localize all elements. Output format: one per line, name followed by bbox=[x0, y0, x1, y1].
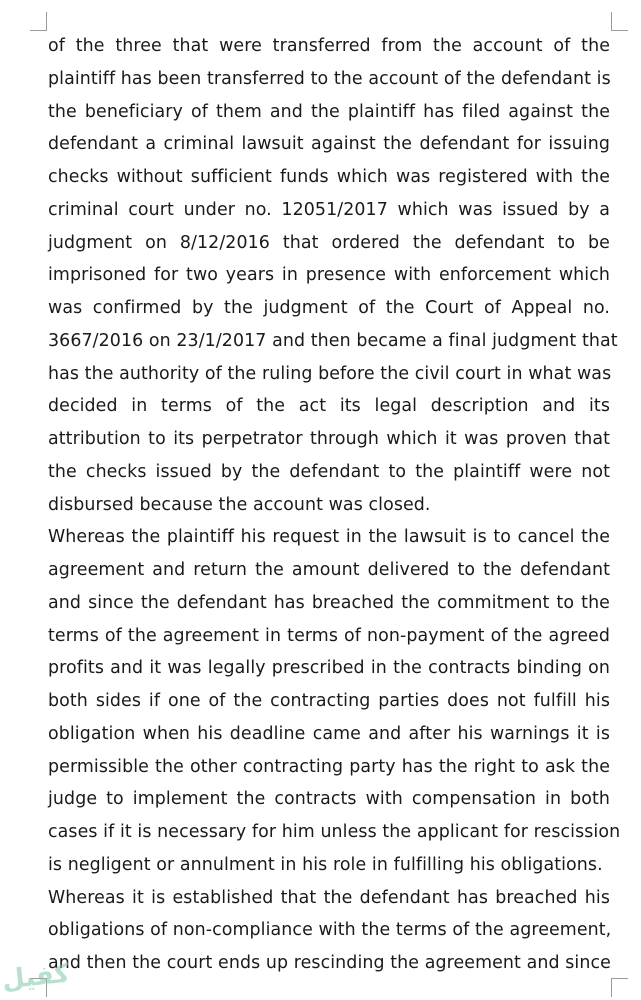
text-line: decided in terms of the act its legal description and its bbox=[48, 396, 610, 417]
text-line: has the authority of the ruling before the civil court in what was bbox=[48, 363, 612, 384]
margin-corner-top-right bbox=[611, 12, 628, 31]
text-line: plaintiff has been transferred to the account of the defendant is bbox=[48, 68, 611, 89]
text-line: checks without sufficient funds which was registered with the bbox=[48, 167, 610, 187]
text-line: the beneficiary of them and the plaintiff has filed against the bbox=[48, 101, 610, 122]
text-line: and then the court ends up rescinding the agreement and since bbox=[48, 953, 611, 973]
text-line: imprisoned for two years in presence with enforcement which bbox=[48, 265, 610, 286]
text-line: criminal court under no. 12051/2017 which was issued by a bbox=[48, 199, 610, 220]
watermark-logo: كفيل bbox=[0, 958, 72, 996]
text-line: of the three that were transferred from the account of the bbox=[48, 36, 610, 56]
text-line: the checks issued by the defendant to the plaintiff were not bbox=[48, 461, 610, 482]
text-line: and since the defendant has breached the commitment to the bbox=[48, 592, 610, 613]
text-line: disbursed because the account was closed. bbox=[48, 494, 431, 515]
text-line: judgment on 8/12/2016 that ordered the defendant to be bbox=[48, 232, 610, 253]
text-line: cases if it is necessary for him unless the applicant for rescission bbox=[48, 822, 621, 842]
text-line: profits and it was legally prescribed in the contracts binding on bbox=[48, 658, 610, 679]
text-line: 3667/2016 on 23/1/2017 and then became a final judgment that bbox=[48, 330, 618, 351]
margin-corner-top-left bbox=[30, 12, 47, 31]
text-line: Whereas the plaintiff his request in the lawsuit is to cancel the bbox=[48, 527, 610, 548]
text-line: judge to implement the contracts with compensation in both bbox=[48, 789, 610, 810]
text-line: is negligent or annulment in his role in fulfilling his obligations. bbox=[48, 854, 603, 875]
text-line: permissible the other contracting party has the right to ask the bbox=[48, 756, 610, 777]
text-line: terms of the agreement in terms of non-payment of the agreed bbox=[48, 625, 610, 646]
text-line: obligations of non-compliance with the terms of the agreement, bbox=[48, 920, 612, 941]
text-line: Whereas it is established that the defendant has breached his bbox=[48, 887, 610, 908]
text-line: defendant a criminal lawsuit against the defendant for issuing bbox=[48, 134, 610, 155]
text-line: agreement and return the amount delivered to the defendant bbox=[48, 560, 610, 580]
margin-corner-bottom-right bbox=[611, 978, 628, 997]
text-line: was confirmed by the judgment of the Court of Appeal no. bbox=[48, 298, 610, 318]
text-line: attribution to its perpetrator through which it was proven that bbox=[48, 429, 610, 449]
text-line: obligation when his deadline came and after his warnings it is bbox=[48, 723, 610, 744]
document-body-text bbox=[48, 30, 621, 980]
text-line: both sides if one of the contracting parties does not fulfill his bbox=[48, 691, 610, 711]
